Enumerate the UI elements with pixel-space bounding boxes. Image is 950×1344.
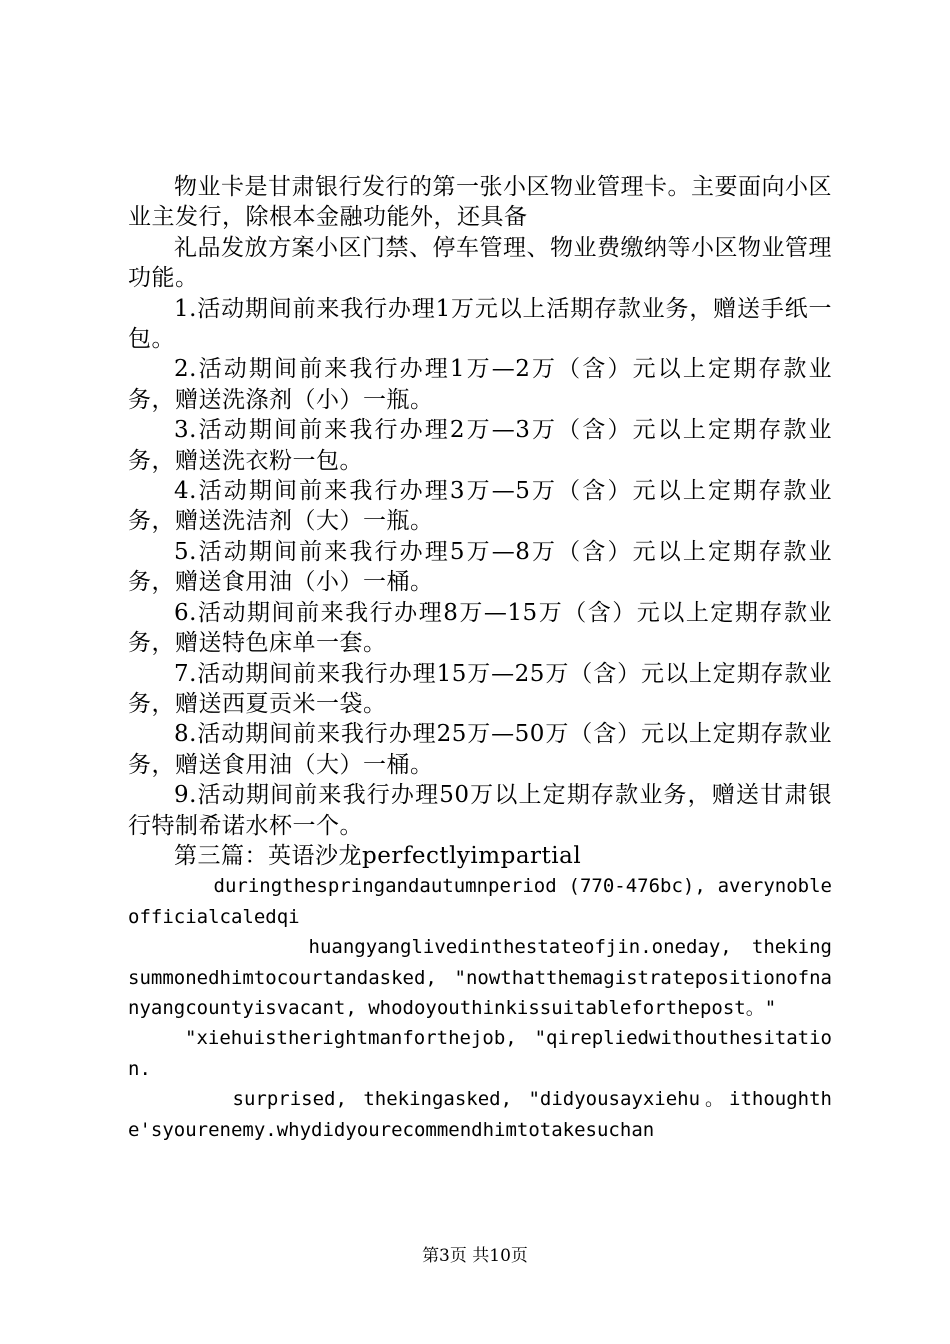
paragraph-item-7: 7.活动期间前来我行办理15万—25万（含）元以上定期存款业务，赠送西夏贡米一袋。 bbox=[128, 660, 832, 717]
english-paragraph-3: "xiehuistherightmanforthejob, "qirepliedwithouthesitation. bbox=[128, 1027, 832, 1080]
paragraph-item-4: 4.活动期间前来我行办理3万—5万（含）元以上定期存款业务，赠送洗洁剂（大）一瓶。 bbox=[128, 478, 832, 535]
paragraph-item-3: 3.活动期间前来我行办理2万—3万（含）元以上定期存款业务，赠送洗衣粉一包。 bbox=[128, 417, 832, 474]
english-paragraph-1: duringthespringandautumnperiod (770-476bc), averynobleofficialcaledqi bbox=[128, 875, 832, 928]
document-body bbox=[128, 172, 832, 1145]
paragraph-item-9: 9.活动期间前来我行办理50万以上定期存款业务，赠送甘肃银行特制希诺水杯一个。 bbox=[128, 782, 832, 839]
paragraph-item-5: 5.活动期间前来我行办理5万—8万（含）元以上定期存款业务，赠送食用油（小）一桶。 bbox=[128, 538, 832, 596]
english-paragraph-2: huangyanglivedinthestateofjin.oneday, thekingsummonedhimtocourtandasked, "nowthatthemagistratepositionofnanyangcountyisvacant, whodoyouthinkissuitableforthepost。" bbox=[128, 936, 832, 1019]
paragraph-item-1: 1.活动期间前来我行办理1万元以上活期存款业务，赠送手纸一包。 bbox=[128, 295, 832, 353]
paragraph-item-8: 8.活动期间前来我行办理25万—50万（含）元以上定期存款业务，赠送食用油（大）一桶。 bbox=[128, 721, 832, 778]
paragraph-gift-plan: 礼品发放方案小区门禁、停车管理、物业费缴纳等小区物业管理功能。 bbox=[128, 234, 832, 292]
section-heading: 第三篇：英语沙龙perfectlyimpartial bbox=[174, 842, 582, 869]
page-number-footer: 第3页 共10页 bbox=[422, 1246, 528, 1266]
paragraph-intro: 物业卡是甘肃银行发行的第一张小区物业管理卡。主要面向小区业主发行，除根本金融功能外，还具备 bbox=[128, 174, 832, 231]
paragraph-item-6: 6.活动期间前来我行办理8万—15万（含）元以上定期存款业务，赠送特色床单一套。 bbox=[128, 599, 832, 657]
english-paragraph-4: surprised, thekingasked, "didyousayxiehu。ithoughthe'syourenemy.whydidyourecommendhimtotakesuchan bbox=[128, 1088, 832, 1141]
paragraph-item-2: 2.活动期间前来我行办理1万—2万（含）元以上定期存款业务，赠送洗涤剂（小）一瓶。 bbox=[128, 356, 832, 413]
